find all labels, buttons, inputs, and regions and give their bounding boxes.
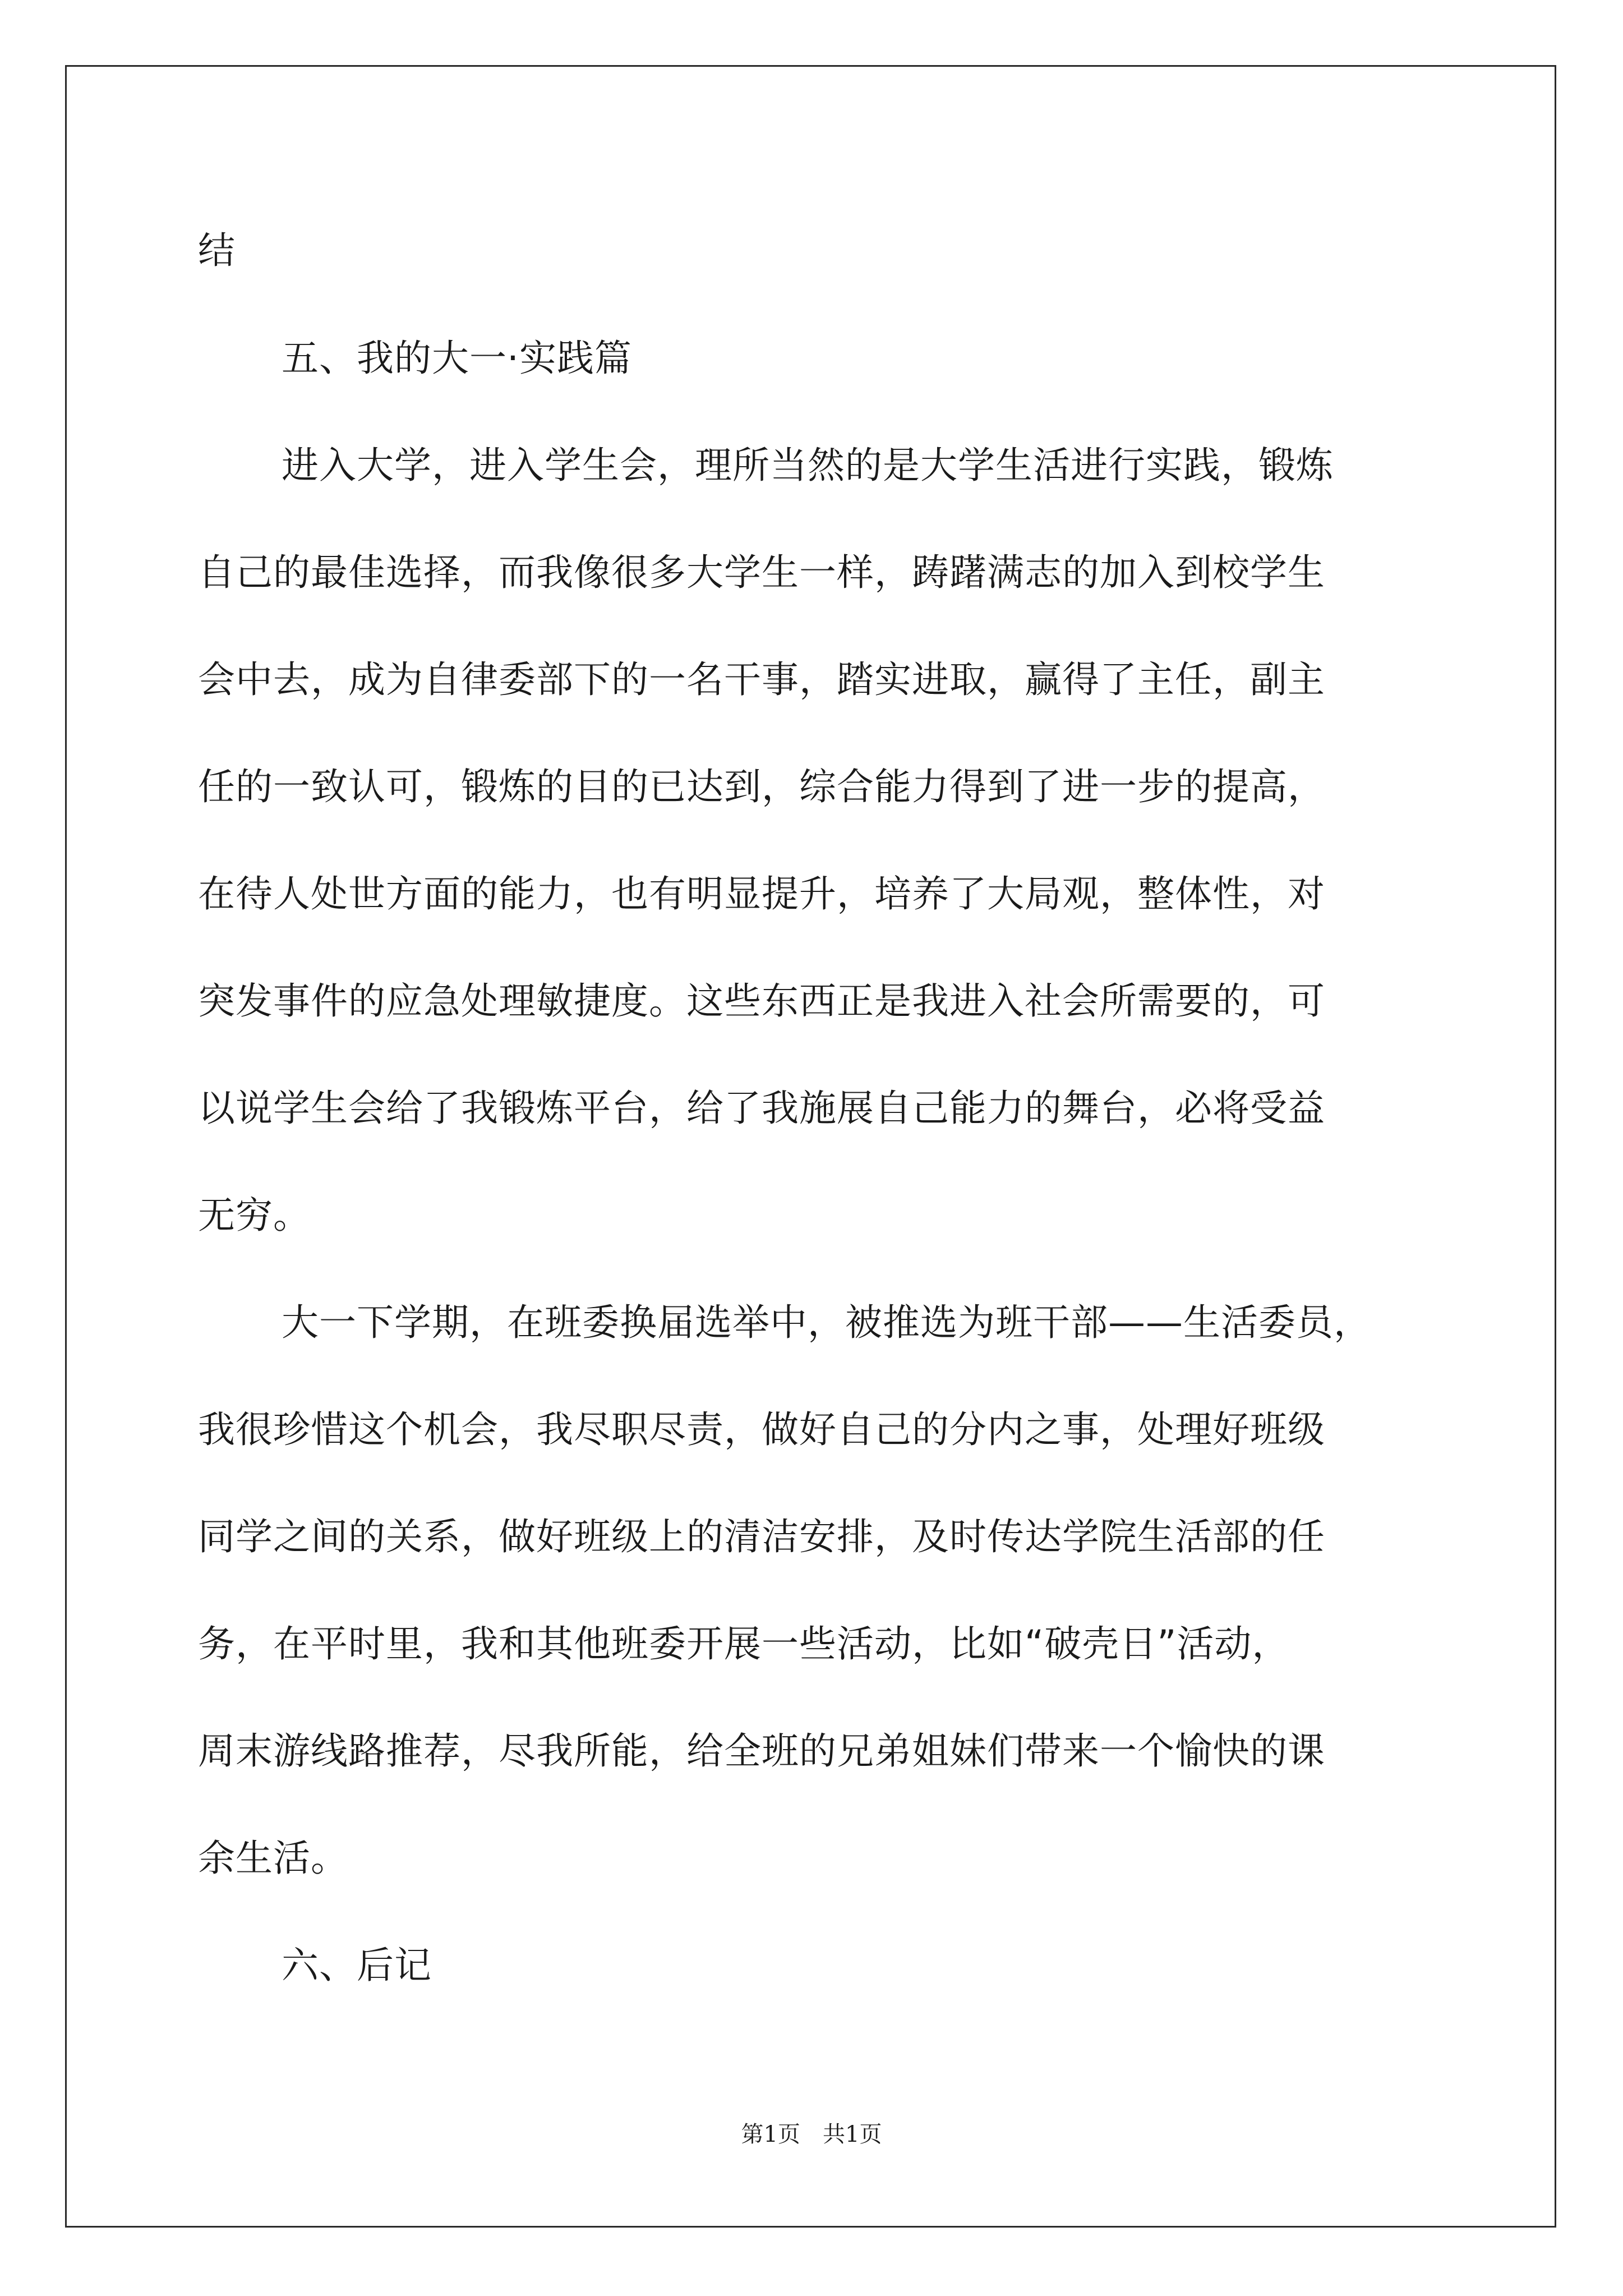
paragraph-line: 余生活。 — [198, 1837, 348, 1880]
section-heading: 五、我的大一·实践篇 — [282, 337, 632, 380]
page-border — [65, 65, 1556, 2228]
paragraph-line: 以说学生会给了我锻炼平台，给了我施展自己能力的舞台，必将受益 — [198, 1087, 1325, 1130]
paragraph-line: 进入大学，进入学生会，理所当然的是大学生活进行实践，锻炼 — [282, 444, 1334, 487]
paragraph-line: 在待人处世方面的能力，也有明显提升，培养了大局观，整体性，对 — [198, 872, 1325, 915]
paragraph-line: 会中去，成为自律委部下的一名干事，踏实进取，赢得了主任，副主 — [198, 658, 1325, 701]
section-heading: 六、后记 — [282, 1944, 432, 1987]
paragraph-line: 大一下学期，在班委换届选举中，被推选为班干部——生活委员， — [282, 1301, 1371, 1344]
paragraph-line: 周末游线路推荐，尽我所能，给全班的兄弟姐妹们带来一个愉快的课 — [198, 1729, 1325, 1773]
paragraph-line: 我很珍惜这个机会，我尽职尽责，做好自己的分内之事，处理好班级 — [198, 1408, 1325, 1451]
paragraph-line: 自己的最佳选择，而我像很多大学生一样，踌躇满志的加入到校学生 — [198, 551, 1325, 594]
page-number-footer: 第1页 共1页 — [741, 2122, 882, 2147]
paragraph-line: 无穷。 — [198, 1194, 311, 1237]
paragraph-line: 任的一致认可，锻炼的目的已达到，综合能力得到了进一步的提高， — [198, 765, 1325, 808]
paragraph-line: 务，在平时里，我和其他班委开展一些活动，比如“破壳日”活动， — [198, 1622, 1290, 1665]
text-line: 结 — [198, 229, 236, 272]
paragraph-line: 同学之间的关系，做好班级上的清洁安排，及时传达学院生活部的任 — [198, 1515, 1325, 1558]
paragraph-line: 突发事件的应急处理敏捷度。这些东西正是我进入社会所需要的，可 — [198, 979, 1325, 1023]
